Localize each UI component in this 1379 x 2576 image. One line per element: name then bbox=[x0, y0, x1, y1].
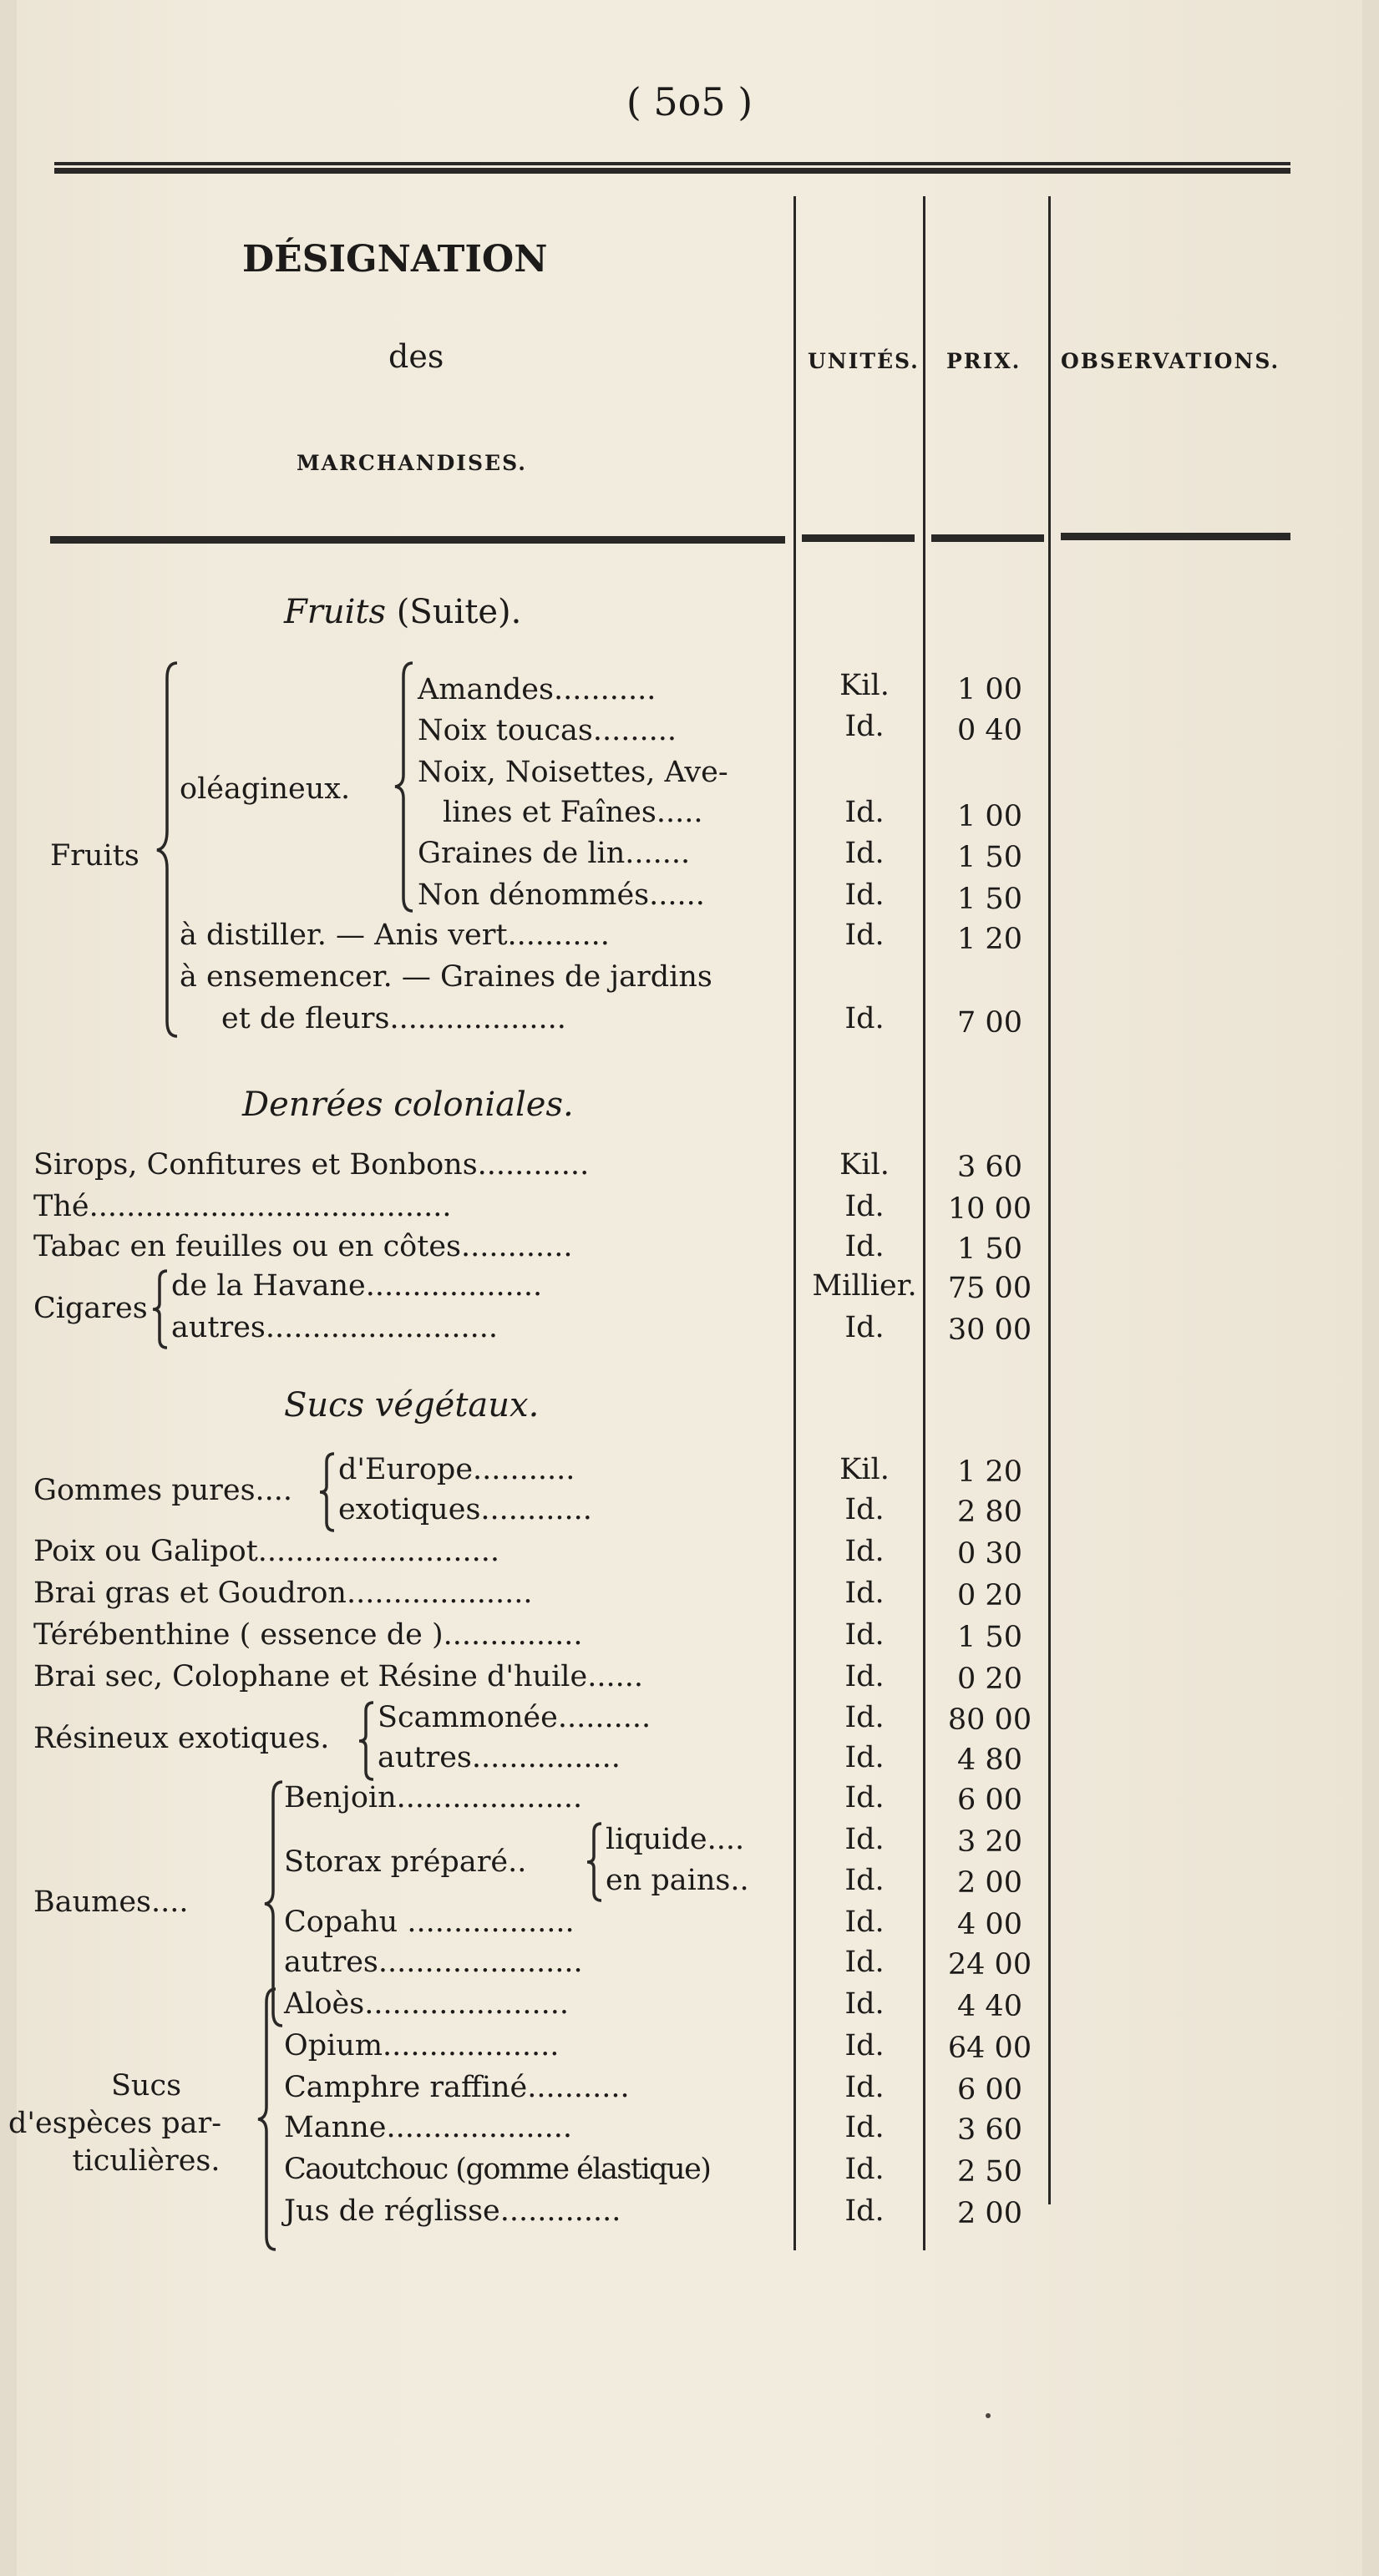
group-label-especes-2: d'espèces par- bbox=[8, 2107, 222, 2140]
row-label-gommes-europe: d'Europe........... bbox=[338, 1453, 575, 1486]
row-price-storax-pains: 2 00 bbox=[957, 1866, 1022, 1900]
group-label-cigares: Cigares bbox=[33, 1292, 148, 1325]
row-price-terebenthine: 1 50 bbox=[957, 1621, 1022, 1654]
label-storax-prepare: Storax préparé.. bbox=[284, 1845, 527, 1879]
group-label-gommes: Gommes pures.... bbox=[33, 1474, 293, 1507]
row-label-et-de-fleurs: et de fleurs................... bbox=[221, 1002, 566, 1035]
row-label-storax-liquide: liquide.... bbox=[606, 1823, 745, 1856]
brace-cigares bbox=[149, 1268, 172, 1351]
row-price-resineux-autres: 4 80 bbox=[957, 1743, 1022, 1777]
row-unit-poix: Id. bbox=[844, 1535, 885, 1568]
row-price-a-distiller: 1 20 bbox=[957, 923, 1022, 956]
column-rule-units-left bbox=[793, 196, 796, 2250]
paper-speck bbox=[986, 2413, 991, 2418]
header-double-rule bbox=[54, 162, 1290, 174]
row-unit-cigares-autres: Id. bbox=[844, 1311, 885, 1344]
row-unit-camphre: Id. bbox=[844, 2071, 885, 2104]
row-label-a-distiller: à distiller. — Anis vert........... bbox=[180, 919, 610, 952]
row-label-camphre: Camphre raffiné........... bbox=[284, 2071, 630, 2104]
row-label-brai-gras: Brai gras et Goudron.................... bbox=[33, 1576, 533, 1610]
row-label-copahu: Copahu .................. bbox=[284, 1905, 575, 1939]
group-label-especes-3: ticulières. bbox=[72, 2144, 221, 2178]
row-unit-opium: Id. bbox=[844, 2029, 885, 2062]
row-label-baumes-autres: autres...................... bbox=[284, 1946, 583, 1979]
column-header-designation: DÉSIGNATION bbox=[242, 238, 548, 281]
row-unit-et-de-fleurs: Id. bbox=[844, 1002, 885, 1035]
row-price-non-denommes: 1 50 bbox=[957, 883, 1022, 916]
header-bottom-rule-units bbox=[802, 534, 915, 542]
row-price-tabac: 1 50 bbox=[957, 1232, 1022, 1266]
group-label-resineux: Résineux exotiques. bbox=[33, 1722, 330, 1755]
brace-fruits bbox=[152, 660, 182, 1040]
row-unit-graines-lin: Id. bbox=[844, 837, 885, 870]
column-header-price: PRIX. bbox=[946, 349, 1022, 373]
brace-gommes bbox=[316, 1450, 339, 1534]
brace-resineux bbox=[355, 1699, 378, 1783]
header-bottom-rule-designation bbox=[50, 536, 785, 544]
row-label-graines-lin: Graines de lin....... bbox=[418, 837, 691, 870]
row-unit-gommes-europe: Kil. bbox=[839, 1453, 890, 1486]
row-unit-storax-pains: Id. bbox=[844, 1864, 885, 1897]
row-label-cigares-autres: autres......................... bbox=[171, 1311, 499, 1344]
row-price-gommes-europe: 1 20 bbox=[957, 1455, 1022, 1489]
row-price-graines-lin: 1 50 bbox=[957, 841, 1022, 874]
row-price-poix: 0 30 bbox=[957, 1537, 1022, 1571]
row-label-opium: Opium................... bbox=[284, 2029, 560, 2062]
group-label-fruits: Fruits bbox=[50, 839, 139, 873]
row-label-avelines-faines: lines et Faînes..... bbox=[443, 796, 703, 829]
row-price-jus-reglisse: 2 00 bbox=[957, 2197, 1022, 2230]
section-title-sucs: Sucs végétaux. bbox=[284, 1386, 540, 1425]
row-unit-benjoin: Id. bbox=[844, 1781, 885, 1814]
column-header-observations: OBSERVATIONS. bbox=[1061, 349, 1280, 373]
row-unit-manne: Id. bbox=[844, 2111, 885, 2144]
row-price-caoutchouc: 2 50 bbox=[957, 2155, 1022, 2189]
row-unit-a-distiller: Id. bbox=[844, 919, 885, 952]
row-price-et-de-fleurs: 7 00 bbox=[957, 1006, 1022, 1040]
row-unit-havane: Millier. bbox=[812, 1269, 917, 1303]
row-unit-brai-sec: Id. bbox=[844, 1660, 885, 1693]
row-label-caoutchouc: Caoutchouc (gomme élastique) bbox=[284, 2153, 711, 2186]
row-price-cigares-autres: 30 00 bbox=[947, 1313, 1032, 1347]
row-unit-copahu: Id. bbox=[844, 1905, 885, 1939]
column-header-designation-des: des bbox=[388, 338, 444, 375]
row-label-storax-pains: en pains.. bbox=[606, 1864, 749, 1897]
section-title-fruits bbox=[284, 593, 521, 631]
row-price-scammonee: 80 00 bbox=[947, 1703, 1032, 1737]
row-label-gommes-exotiques: exotiques............ bbox=[338, 1493, 592, 1526]
row-price-benjoin: 6 00 bbox=[957, 1784, 1022, 1817]
row-price-the: 10 00 bbox=[947, 1192, 1032, 1226]
row-unit-gommes-exotiques: Id. bbox=[844, 1493, 885, 1526]
row-label-resineux-autres: autres................ bbox=[378, 1741, 621, 1774]
row-unit-tabac: Id. bbox=[844, 1230, 885, 1263]
row-label-noix-toucas: Noix toucas......... bbox=[418, 714, 677, 747]
row-label-benjoin: Benjoin.................... bbox=[284, 1781, 583, 1814]
column-rule-price-left bbox=[923, 196, 925, 2250]
row-label-sirops: Sirops, Confitures et Bonbons............ bbox=[33, 1148, 590, 1182]
header-bottom-rule-observations bbox=[1061, 533, 1290, 540]
row-unit-resineux-autres: Id. bbox=[844, 1741, 885, 1774]
row-unit-scammonee: Id. bbox=[844, 1701, 885, 1734]
row-label-the: Thé....................................... bbox=[33, 1190, 452, 1223]
column-header-designation-marchandises: MARCHANDISES. bbox=[297, 451, 527, 475]
row-unit-noix-toucas: Id. bbox=[844, 710, 885, 743]
column-header-units: UNITÉS. bbox=[808, 349, 920, 373]
row-price-baumes-autres: 24 00 bbox=[947, 1948, 1032, 1981]
row-unit-non-denommes: Id. bbox=[844, 878, 885, 912]
row-unit-amandes: Kil. bbox=[839, 669, 890, 702]
row-label-poix: Poix ou Galipot.......................... bbox=[33, 1535, 500, 1568]
brace-especes bbox=[254, 1986, 281, 2253]
row-unit-baumes-autres: Id. bbox=[844, 1946, 885, 1979]
row-price-avelines-faines: 1 00 bbox=[957, 800, 1022, 833]
row-label-non-denommes: Non dénommés...... bbox=[418, 878, 705, 912]
row-price-gommes-exotiques: 2 80 bbox=[957, 1495, 1022, 1529]
row-price-brai-gras: 0 20 bbox=[957, 1579, 1022, 1612]
row-price-noix-toucas: 0 40 bbox=[957, 714, 1022, 747]
row-label-scammonee: Scammonée.......... bbox=[378, 1701, 651, 1734]
row-price-sirops: 3 60 bbox=[957, 1151, 1022, 1184]
group-label-baumes: Baumes.... bbox=[33, 1885, 189, 1919]
row-label-noix-noisettes: Noix, Noisettes, Ave- bbox=[418, 756, 728, 789]
row-label-manne: Manne.................... bbox=[284, 2111, 573, 2144]
row-price-copahu: 4 00 bbox=[957, 1908, 1022, 1941]
section-title-coloniales: Denrées coloniales. bbox=[242, 1086, 574, 1124]
row-unit-storax-liquide: Id. bbox=[844, 1823, 885, 1856]
row-unit-terebenthine: Id. bbox=[844, 1618, 885, 1652]
header-bottom-rule-price bbox=[931, 534, 1044, 542]
brace-oleagineux bbox=[391, 660, 418, 914]
row-price-camphre: 6 00 bbox=[957, 2073, 1022, 2107]
section-title-fruits-suffix: (Suite). bbox=[396, 593, 522, 631]
row-price-storax-liquide: 3 20 bbox=[957, 1825, 1022, 1859]
row-price-brai-sec: 0 20 bbox=[957, 1663, 1022, 1696]
brace-storax bbox=[583, 1820, 606, 1904]
row-unit-caoutchouc: Id. bbox=[844, 2153, 885, 2186]
row-label-amandes: Amandes........... bbox=[418, 673, 657, 706]
page-number: ( 5o5 ) bbox=[626, 79, 753, 124]
row-unit-brai-gras: Id. bbox=[844, 1576, 885, 1610]
row-label-jus-reglisse: Jus de réglisse............. bbox=[284, 2194, 621, 2228]
row-unit-avelines-faines: Id. bbox=[844, 796, 885, 829]
section-title-fruits-word: Fruits bbox=[284, 593, 387, 631]
row-price-amandes: 1 00 bbox=[957, 673, 1022, 706]
row-label-terebenthine: Térébenthine ( essence de )............... bbox=[33, 1618, 583, 1652]
row-unit-jus-reglisse: Id. bbox=[844, 2194, 885, 2228]
row-unit-the: Id. bbox=[844, 1190, 885, 1223]
row-unit-sirops: Kil. bbox=[839, 1148, 890, 1182]
row-label-a-ensemencer: à ensemencer. — Graines de jardins bbox=[180, 960, 712, 994]
row-price-opium: 64 00 bbox=[947, 2032, 1032, 2065]
row-label-aloes: Aloès...................... bbox=[284, 1987, 569, 2021]
row-price-manne: 3 60 bbox=[957, 2113, 1022, 2147]
row-price-havane: 75 00 bbox=[947, 1272, 1032, 1305]
row-unit-aloes: Id. bbox=[844, 1987, 885, 2021]
row-label-tabac: Tabac en feuilles ou en côtes............ bbox=[33, 1230, 573, 1263]
row-label-brai-sec: Brai sec, Colophane et Résine d'huile...... bbox=[33, 1660, 643, 1693]
row-price-aloes: 4 40 bbox=[957, 1990, 1022, 2023]
subgroup-label-oleagineux: oléagineux. bbox=[180, 772, 351, 806]
row-label-havane: de la Havane................... bbox=[171, 1269, 543, 1303]
group-label-especes-1: Sucs bbox=[110, 2069, 182, 2103]
